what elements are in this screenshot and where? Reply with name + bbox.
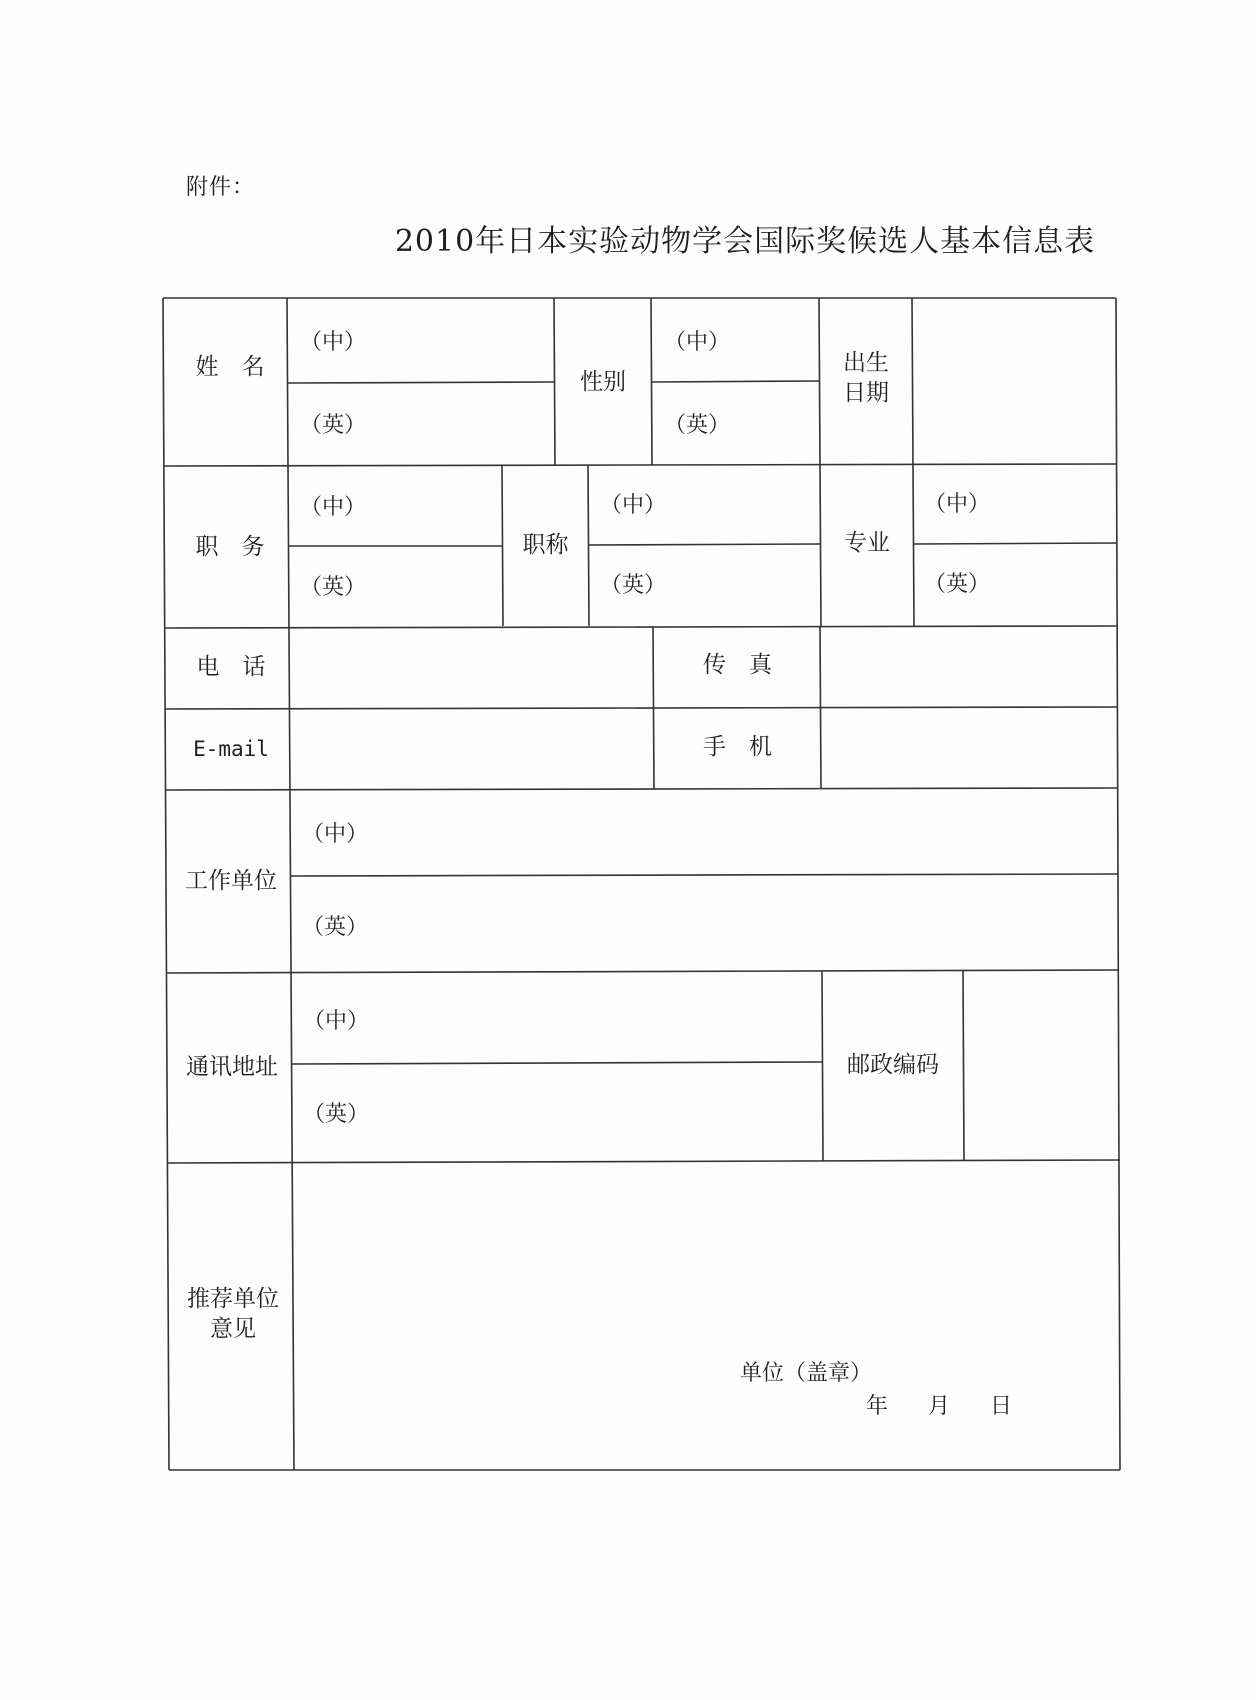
recommendation-label-line2: 意见 — [210, 1316, 256, 1342]
title-rank-en-sub-label: （英） — [600, 573, 667, 598]
postcode-field[interactable] — [966, 973, 1116, 1159]
name-cn-field[interactable] — [360, 300, 550, 380]
major-en-sub-label: （英） — [924, 572, 991, 597]
recommendation-label-line1: 推荐单位 — [187, 1286, 279, 1312]
phone-field[interactable] — [292, 630, 650, 706]
phone-label: 电 话 — [196, 654, 266, 680]
seal-month-label: 月 — [928, 1394, 951, 1419]
email-label: E-mail — [193, 737, 269, 761]
birth-date-label-line1: 出生 — [843, 350, 889, 376]
email-field[interactable] — [292, 711, 650, 787]
address-cn-sub-label: （中） — [303, 1009, 370, 1034]
form-title: 2010年日本实验动物学会国际奖候选人基本信息表 — [394, 224, 1096, 259]
title-rank-label: 职称 — [522, 532, 569, 558]
position-cn-sub-label: （中） — [300, 495, 367, 520]
mobile-label: 手 机 — [703, 734, 772, 760]
seal-day-label: 日 — [990, 1394, 1013, 1419]
major-label: 专业 — [844, 530, 890, 556]
fax-label: 传 真 — [703, 652, 772, 678]
seal-year-label: 年 — [866, 1394, 889, 1419]
gender-cn-sub-label: （中） — [664, 330, 731, 355]
position-en-sub-label: （英） — [300, 575, 367, 600]
name-en-field[interactable] — [360, 385, 550, 463]
birth-date-field[interactable] — [914, 300, 1114, 463]
major-cn-sub-label: （中） — [924, 492, 991, 517]
recommendation-field[interactable] — [296, 1164, 1116, 1364]
attachment-label: 附件： — [186, 175, 256, 200]
birth-date-label-line2: 日期 — [843, 380, 889, 406]
gender-label: 性别 — [580, 369, 626, 395]
name-label: 姓 名 — [195, 354, 265, 380]
address-label: 通讯地址 — [186, 1054, 278, 1080]
recommendation-label — [174, 1284, 292, 1344]
work-unit-label: 工作单位 — [185, 868, 277, 894]
name-cn-sub-label: （中） — [300, 330, 367, 355]
birth-date-label — [821, 348, 911, 408]
gender-en-sub-label: （英） — [664, 413, 731, 438]
fax-field[interactable] — [823, 630, 1115, 706]
unit-seal-label: 单位（盖章） — [740, 1361, 873, 1386]
address-en-sub-label: （英） — [303, 1102, 370, 1127]
position-label: 职 务 — [195, 534, 265, 560]
work-unit-en-sub-label: （英） — [302, 915, 369, 940]
title-rank-cn-sub-label: （中） — [600, 493, 667, 518]
postcode-label: 邮政编码 — [847, 1052, 939, 1078]
mobile-field[interactable] — [823, 711, 1115, 787]
work-unit-cn-sub-label: （中） — [302, 822, 369, 847]
name-en-sub-label: （英） — [300, 413, 367, 438]
